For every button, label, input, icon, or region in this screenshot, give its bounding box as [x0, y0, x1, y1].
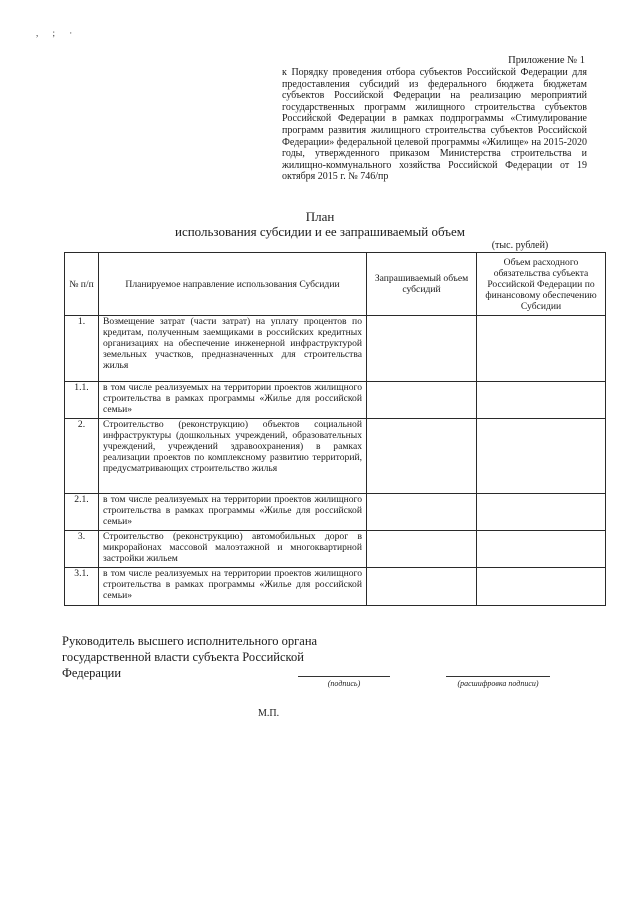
- signature-line[interactable]: [298, 676, 390, 677]
- units-label: (тыс. рублей): [491, 240, 549, 251]
- row-requested[interactable]: [367, 382, 477, 419]
- row-direction: в том числе реализуемых на территории проектов жилищного строительства в рамках программы «Жилье для российской семьи»: [99, 382, 367, 419]
- row-obligation[interactable]: [477, 382, 606, 419]
- row-num: 1.1.: [65, 382, 99, 419]
- header-requested: Запрашиваемый объем субсидий: [367, 253, 477, 316]
- row-direction: в том числе реализуемых на территории проектов жилищного строительства в рамках программы «Жилье для российской семьи»: [99, 494, 367, 531]
- annex-body: к Порядку проведения отбора субъектов Российской Федерации для предоставления субсидий из федерального бюджета бюджетам субъектов Российской Федерации на реализацию мероприятий государственных программ жилищного строительства субъектов Российской Федерации в рамках подпрограммы «Стимулирование программ развития жилищного строительства субъектов Российской Федерации» федеральной целевой программы «Жилище» на 2015-2020 годы, утвержденного приказом Министерства строительства и жилищно-коммунального хозяйства Российской Федерации от 19 октября 2015 г. № 746/пр: [282, 67, 587, 183]
- row-obligation[interactable]: [477, 316, 606, 382]
- row-num: 2.1.: [65, 494, 99, 531]
- table-row: [65, 316, 606, 382]
- row-obligation[interactable]: [477, 531, 606, 568]
- row-num: 1.: [65, 316, 99, 382]
- row-direction: Строительство (реконструкцию) автомобильных дорог в микрорайонах массовой малоэтажной и многоквартирной застройки жильем: [99, 531, 367, 568]
- table-row: [65, 494, 606, 531]
- annex-title: Приложение № 1: [508, 55, 585, 66]
- plan-title: План: [305, 209, 335, 224]
- header-obligation: Объем расходного обязательства субъекта Российской Федерации по финансовому обеспечению Субсидии: [477, 253, 606, 316]
- corner-marks: , ; ·: [36, 28, 79, 38]
- decoding-line[interactable]: [446, 676, 550, 677]
- row-num: 3.1.: [65, 568, 99, 606]
- plan-table: [64, 252, 606, 606]
- row-num: 2.: [65, 419, 99, 494]
- row-num: 3.: [65, 531, 99, 568]
- row-direction: в том числе реализуемых на территории проектов жилищного строительства в рамках программы «Жилье для российской семьи»: [99, 568, 367, 606]
- row-obligation[interactable]: [477, 494, 606, 531]
- table-row: [65, 419, 606, 494]
- row-requested[interactable]: [367, 531, 477, 568]
- table-row: [65, 531, 606, 568]
- row-direction: Строительство (реконструкцию) объектов социальной инфраструктуры (дошкольных учреждений, образовательных учреждений, учреждений здравоохранения) в рамках реализации проектов по комплексному развитию территорий, предусматривающих строительство жилья: [99, 419, 367, 494]
- seal-label: М.П.: [258, 708, 280, 719]
- signature-caption: (подпись): [327, 679, 361, 688]
- row-requested[interactable]: [367, 494, 477, 531]
- decoding-caption: (расшифровка подписи): [457, 679, 539, 688]
- row-obligation[interactable]: [477, 568, 606, 606]
- row-requested[interactable]: [367, 568, 477, 606]
- header-num: № п/п: [65, 253, 99, 316]
- table-row: [65, 568, 606, 606]
- row-obligation[interactable]: [477, 419, 606, 494]
- row-direction: Возмещение затрат (части затрат) на уплату процентов по кредитам, полученным заемщиками в российских кредитных организациях на обеспечение инженерной инфраструктурой земельных участков, предназначенных для строительства жилья: [99, 316, 367, 382]
- plan-subtitle: использования субсидии и ее запрашиваемый объем: [174, 224, 466, 239]
- row-requested[interactable]: [367, 419, 477, 494]
- header-direction: Планируемое направление использования Субсидии: [99, 253, 367, 316]
- table-header-row: [65, 253, 606, 316]
- table-row: [65, 382, 606, 419]
- row-requested[interactable]: [367, 316, 477, 382]
- official-title: Руководитель высшего исполнительного органа государственной власти субъекта Российской Федерации: [62, 634, 318, 680]
